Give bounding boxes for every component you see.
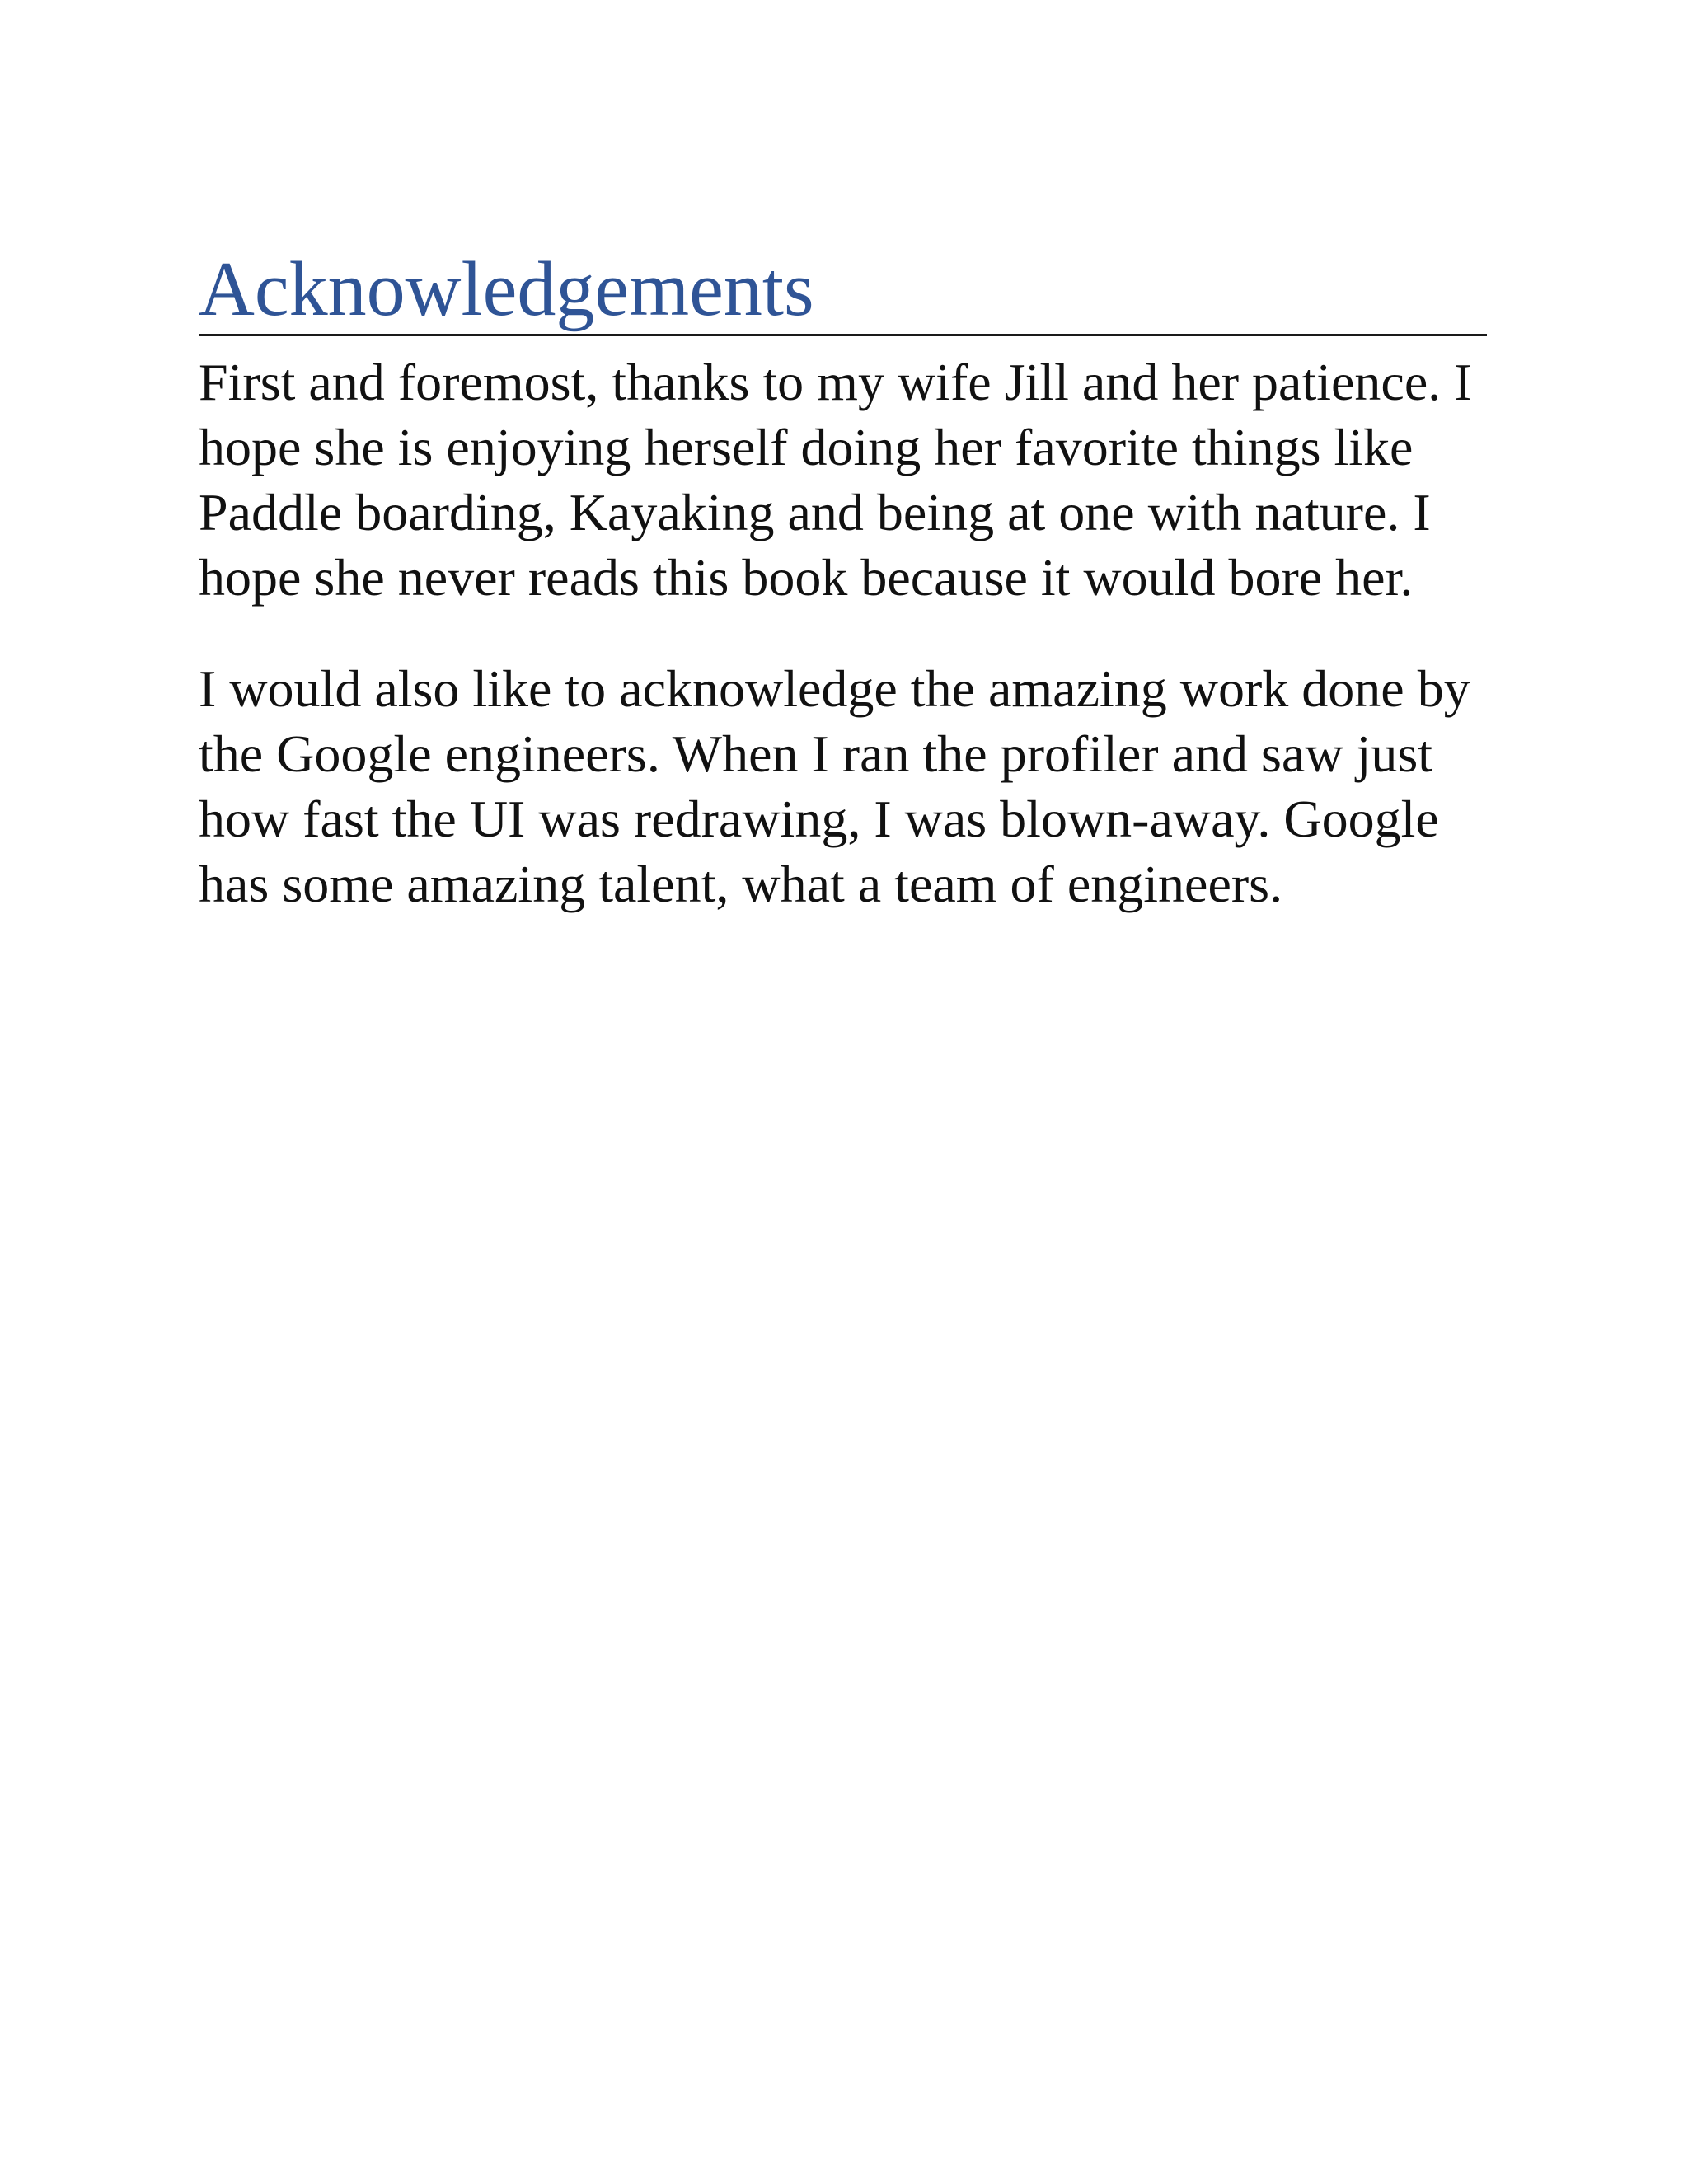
paragraph-2: I would also like to acknowledge the amazing work done by the Google engineers. When I ran the profiler and saw just how fast the UI was redrawing, I was blown-away. Google has some amazing talent, what a team of engineers. [199, 659, 1470, 914]
page-title: Acknowledgements [199, 247, 1487, 336]
paragraph-1: First and foremost, thanks to my wife Jill and her patience. I hope she is enjoying herself doing her favorite things like Paddle boarding, Kayaking and being at one with nature. I hope she never reads this book because it would bore her. [199, 353, 1472, 607]
document-content [199, 247, 1487, 916]
